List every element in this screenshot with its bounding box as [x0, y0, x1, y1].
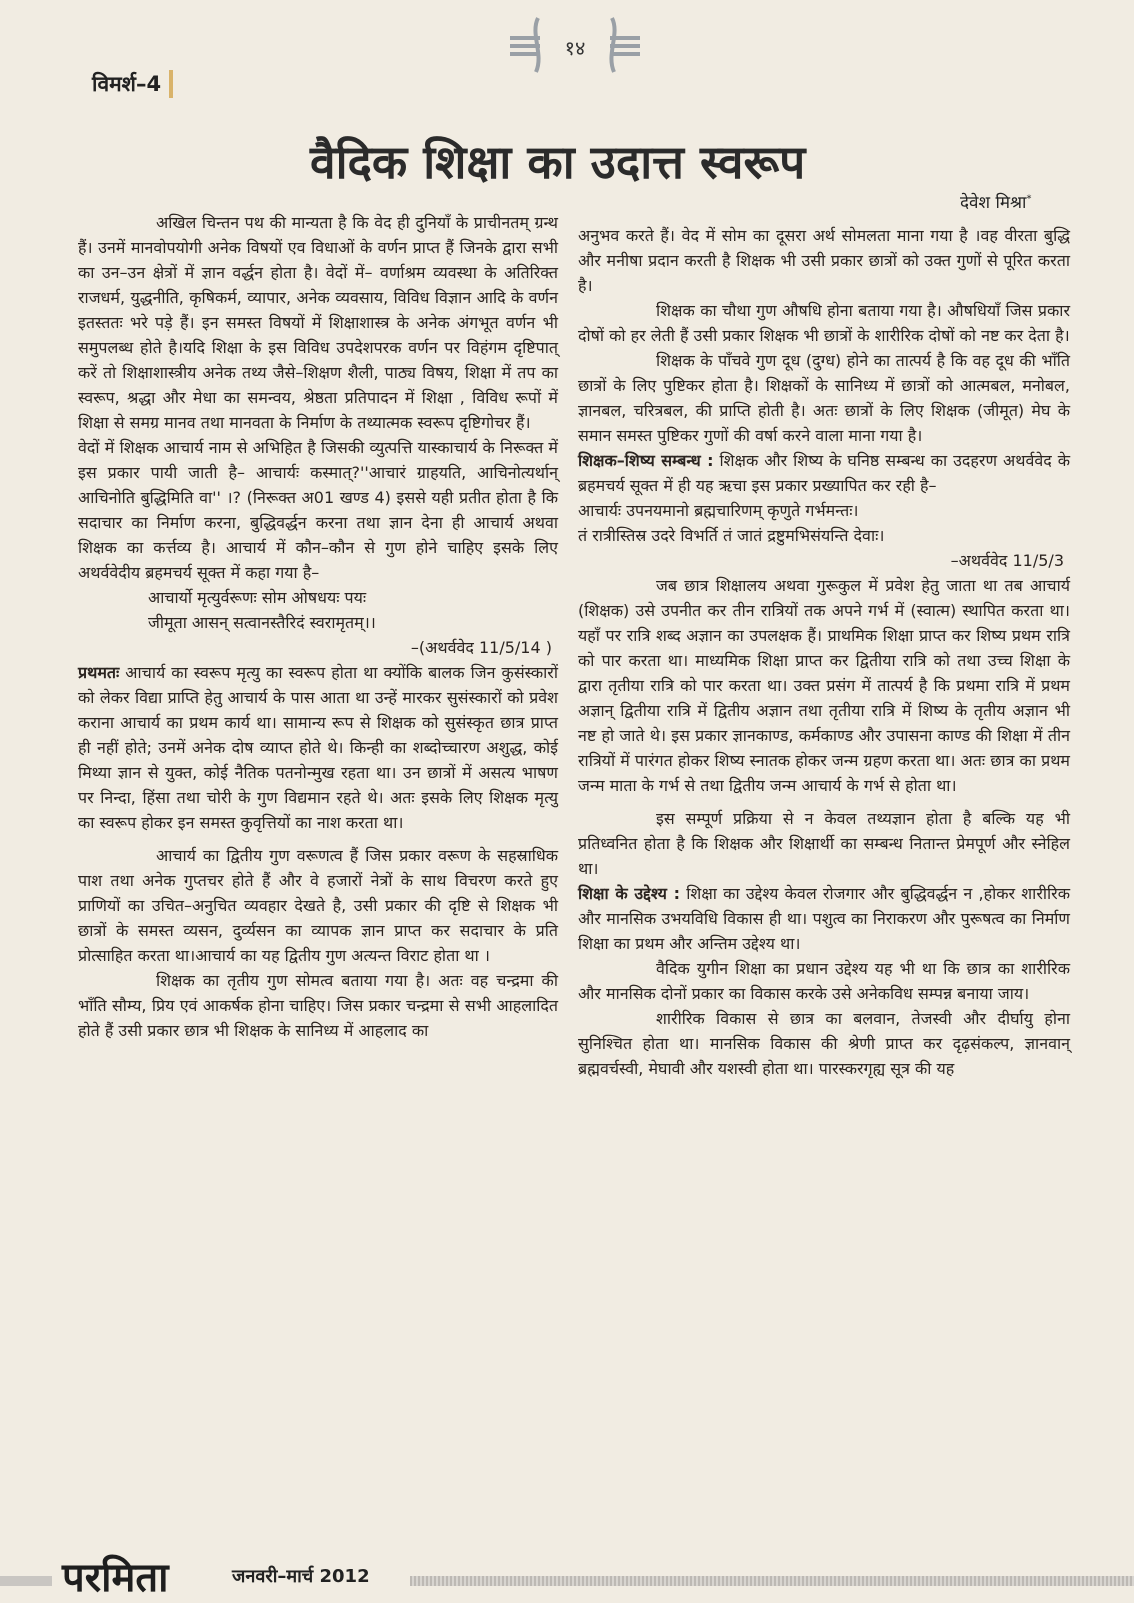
verse-line: जीमूता आसन् सत्वानस्तैरिदं स्वरामृतम्।। [148, 613, 376, 632]
verse-line: आचार्यः उपनयमानो ब्रह्मचारिणम् कृणुते गर्भमन्तः। [578, 501, 859, 520]
paragraph: शिक्षक–शिष्य सम्बन्ध : शिक्षक और शिष्य के घनिष्ठ सम्बन्ध का उदहरण अथर्ववेद के ब्रहमचर्य सूक्त में ही यह ऋचा इस प्रकार प्रख्यापित कर रही है– [578, 451, 1070, 495]
paragraph: शारीरिक विकास से छात्र का बलवान, तेजस्वी और दीर्घायु होना सुनिश्चित होता था। मानसिक विकास की श्रेणी प्राप्त कर दृढ़संकल्प, ज्ञानवान् ब्रह्मवर्चस्वी, मेघावी और यशस्वी होता था। पारस्करगृह्य सूत्र की यह [578, 1009, 1070, 1078]
paragraph: इस सम्पूर्ण प्रक्रिया से न केवल तथ्यज्ञान होता है बल्कि यह भी प्रतिध्वनित होता है कि शिक्षक और शिक्षार्थी का सम्बन्ध नितान्त प्रेमपूर्ण और स्नेहिल था। [578, 809, 1070, 878]
paragraph: शिक्षक के पाँचवे गुण दूध (दुग्ध) होने का तात्पर्य है कि वह दूध की भाँति छात्रों के लिए पुष्टिकर होता है। शिक्षकों के सानिध्य में छात्रों को आत्मबल, मनोबल, ज्ञानबल, चरित्रबल, की प्राप्ति होती है। अतः छात्रों के लिए शिक्षक (जीमूत) मेघ के समान समस्त पुष्टिकर गुणों की वर्षा करने वाला माना गया है। [578, 351, 1070, 445]
article-title: वैदिक शिक्षा का उदात्त स्वरूप [310, 135, 806, 189]
paragraph: शिक्षक का तृतीय गुण सोमत्व बताया गया है। अतः वह चन्द्रमा की भाँति सौम्य, प्रिय एवं आकर्षक होना चाहिए। जिस प्रकार चन्द्रमा से सभी आहलादित होते हैं उसी प्रकार छात्र भी शिक्षक के सानिध्य में आहलाद का [78, 971, 558, 1040]
paragraph: आचार्य का द्वितीय गुण वरूणत्व हैं जिस प्रकार वरूण के सहस्राधिक पाश तथा अनेक गुप्तचर होते हैं और वे हजारों नेत्रों के साथ विचरण करते हुए प्राणियों का उचित–अनुचित व्यवहार देखते है, उसी प्रकार की दृष्टि से शिक्षक भी छात्रों के समस्त व्यसन, दुर्व्यसन का व्यापक ज्ञान प्राप्त कर सदाचार के प्रति प्रोत्साहित करता था।आचार्य का यह द्वितीय गुण अत्यन्त विराट होता था । [78, 846, 558, 965]
inline-heading: प्रथमतः [78, 663, 120, 682]
verse-line: आचार्यो मृत्युर्वरूणः सोम ओषधयः पयः [148, 588, 367, 607]
footer-rule [410, 1576, 1134, 1586]
paragraph: जब छात्र शिक्षालय अथवा गुरूकुल में प्रवेश हेतु जाता था तब आचार्य (शिक्षक) उसे उपनीत कर तीन रात्रियों तक अपने गर्भ में (स्वात्म) स्थापित करता था। यहाँ पर रात्रि शब्द अज्ञान का उपलक्षक हैं। प्राथमिक शिक्षा प्राप्त कर शिष्य प्रथम रात्रि को पार करता था। माध्यमिक शिक्षा प्राप्त कर द्वितीया रात्रि को तथा उच्च शिक्षा के द्वारा तृतीया रात्रि को पार करता था। उक्त प्रसंग में तात्पर्य है कि प्रथमा रात्रि में प्रथम अज्ञान् द्वितीया रात्रि में द्वितीय अज्ञान तथा तृतीया रात्रि में शिष्य के तृतीय अज्ञान भी नष्ट हो जाते थे। इस प्रकार ज्ञानकाण्ड, कर्मकाण्ड और उपासना काण्ड की शिक्षा में तीन रात्रियों में पारंगत होकर शिष्य स्नातक होकर जन्म ग्रहण करता था। अतः छात्र का प्रथम जन्म माता के गर्भ से तथा द्वितीय जन्म आचार्य के गर्भ से होता था। [578, 576, 1070, 795]
paragraph: वेदों में शिक्षक आचार्य नाम से अभिहित है जिसकी व्युत्पत्ति यास्काचार्य के निरूक्त में इस प्रकार पायी जाती है– आचार्यः कस्मात्?''आचारं ग्राहयति, आचिनोत्यर्थान् आचिनोति बुद्धिमिति वा'' ।? (निरूक्त अ01 खण्ड 4) इससे यही प्रतीत होता है कि सदाचार का निर्माण करना, बुद्धिवर्द्धन करना तथा ज्ञान देना ही आचार्य अथवा शिक्षक का कर्त्तव्य है। आचार्य में कौन–कौन से गुण होने चाहिए इसके लिए अथर्ववेदीय ब्रहमचर्य सूक्त में कहा गया है– [78, 438, 558, 582]
right-column [578, 223, 1070, 1081]
section-tag: विमर्श–4 [92, 70, 173, 98]
magazine-logo: परमिता [62, 1554, 169, 1601]
author-name: देवेश मिश्रा* [960, 193, 1032, 213]
left-column [78, 210, 558, 1043]
page-number-ornament [500, 14, 650, 74]
verse-line: तं रात्रीस्तिस्र उदरे विभर्ति तं जातं द्रष्टुमभिसंयन्ति देवाः। [578, 526, 885, 545]
section-heading: शिक्षक–शिष्य सम्बन्ध : [578, 451, 714, 470]
paragraph: अखिल चिन्तन पथ की मान्यता है कि वेद ही दुनियाँ के प्राचीनतम् ग्रन्थ हैं। उनमें मानवोपयोगी अनेक विषयों एव विधाओं के वर्णन प्राप्त हैं जिनके द्वारा सभी का उन–उन क्षेत्रों में ज्ञान वर्द्धन होता है। वेदों में– वर्णाश्रम व्यवस्था के अतिरिक्त राजधर्म, युद्धनीति, कृषिकर्म, व्यापार, अनेक व्यवसाय, विविध विज्ञान आदि के वर्णन इतस्ततः भरे पड़े हैं। इन समस्त विषयों में शिक्षाशास्त्र के अनेक अंगभूत वर्णन भी समुपलब्ध होते है।यदि शिक्षा के इस विविध उपदेशपरक वर्णन पर विहंगम दृष्टिपात् करें तो शिक्षाशास्त्रीय अनेक तथ्य जैसे–शिक्षण शैली, पाठ्य विषय, शिक्षा में तप का स्वरूप, श्रद्धा और मेधा का समन्वय, श्रेष्ठता प्रतिपादन में शिक्षा , विविध रूपों में शिक्षा से समग्र मानव तथा मानवता के निर्माण के तथ्यात्मक स्वरूप दृष्टिगोचर हैं। [78, 213, 558, 432]
section-heading: शिक्षा के उद्देश्य : [578, 884, 681, 903]
paragraph: वैदिक युगीन शिक्षा का प्रधान उद्देश्य यह भी था कि छात्र का शारीरिक और मानसिक दोनों प्रकार का विकास करके उसे अनेकविध सम्पन्न बनाया जाय। [578, 959, 1070, 1003]
issue-date: जनवरी–मार्च 2012 [232, 1566, 370, 1587]
footer-rule [0, 1576, 52, 1586]
paragraph: शिक्षक का चौथा गुण औषधि होना बताया गया है। औषधियाँ जिस प्रकार दोषों को हर लेती हैं उसी प्रकार शिक्षक भी छात्रों के शारीरिक दोषों को नष्ट कर देता है। [578, 301, 1070, 345]
paragraph: अनुभव करते हैं। वेद में सोम का दूसरा अर्थ सोमलता माना गया है ।वह वीरता बुद्धि और मनीषा प्रदान करती है शिक्षक भी उसी प्रकार छात्रों को उक्त गुणों से पूरित करता है। [578, 226, 1070, 295]
verse-source: –अथर्ववेद 11/5/3 [950, 551, 1064, 570]
paragraph: शिक्षा के उद्देश्य : शिक्षा का उद्देश्य केवल रोजगार और बुद्धिवर्द्धन न ,होकर शारीरिक और मानसिक उभयविधि विकास ही था। पशुत्व का निराकरण और पुरूषत्व का निर्माण शिक्षा का प्रथम और अन्तिम उद्देश्य था। [578, 884, 1070, 953]
paragraph: प्रथमतः आचार्य का स्वरूप मृत्यु का स्वरूप होता था क्योंकि बालक जिन कुसंस्कारों को लेकर विद्या प्राप्ति हेतु आचार्य के पास आता था उन्हें मारकर सुसंस्कारों को प्रवेश कराना आचार्य का प्रथम कार्य था। सामान्य रूप से शिक्षक को सुसंस्कृत छात्र प्राप्त ही नहीं होते; उनमें अनेक दोष व्याप्त होते थे। किन्ही का शब्दोच्चारण अशुद्ध, कोई मिथ्या ज्ञान से युक्त, कोई नैतिक पतनोन्मुख रहता था। उन छात्रों में असत्य भाषण पर निन्दा, हिंसा तथा चोरी के गुण विद्यमान रहते थे। अतः इसके लिए शिक्षक मृत्यु का स्वरूप होकर इन समस्त कुवृत्तियों का नाश करता था। [78, 663, 558, 832]
page-number: १४ [564, 36, 586, 60]
verse-source: –(अथर्ववेद 11/5/14 ) [410, 638, 552, 657]
